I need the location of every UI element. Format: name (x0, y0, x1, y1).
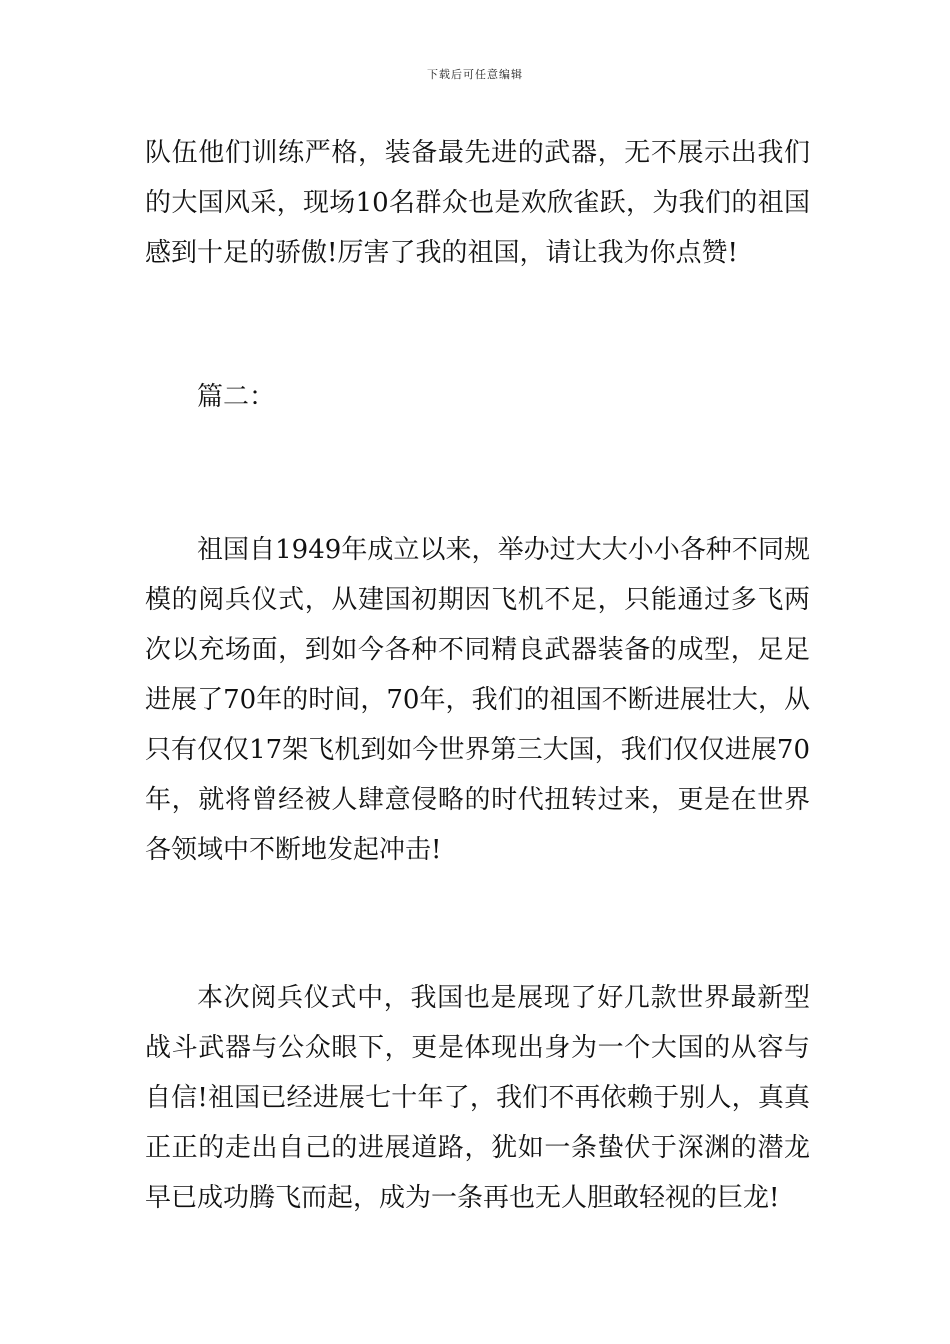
paragraph-3: 本次阅兵仪式中，我国也是展现了好几款世界最新型战斗武器与公众眼下，更是体现出身为一个大国的从容与自信!祖国已经进展七十年了，我们不再依赖于别人，真真正正的走出自己的进展道路，犹如一条蛰伏于深渊的潜龙早已成功腾飞而起，成为一条再也无人胆敢轻视的巨龙! (145, 983, 810, 1213)
paragraph-1: 队伍他们训练严格，装备最先进的武器，无不展示出我们的大国风采，现场10名群众也是欢欣雀跃，为我们的祖国感到十足的骄傲!厉害了我的祖国，请让我为你点赞! (145, 138, 810, 268)
section-heading: 篇二： (197, 382, 276, 412)
paragraph-2: 祖国自1949年成立以来，举办过大大小小各种不同规模的阅兵仪式，从建国初期因飞机不足，只能通过多飞两次以充场面，到如今各种不同精良武器装备的成型，足足进展了70年的时间，70年，我们的祖国不断进展壮大，从只有仅仅17架飞机到如今世界第三大国，我们仅仅进展70年，就将曾经被人肆意侵略的时代扭转过来，更是在世界各领域中不断地发起冲击! (145, 535, 810, 865)
page-header-note: 下载后可任意编辑 (427, 68, 523, 81)
